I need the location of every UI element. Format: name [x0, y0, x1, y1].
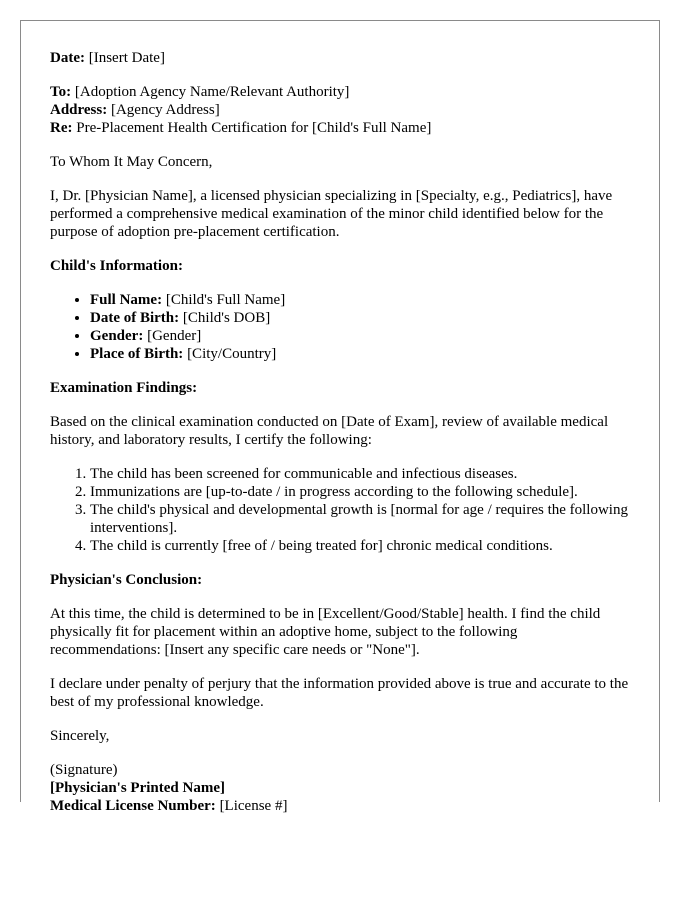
to-label: To:	[50, 84, 72, 100]
list-item: 2. Immunizations are [up-to-date / in progress according to the following schedule].	[90, 483, 630, 501]
declaration-paragraph: I declare under penalty of perjury that the information provided above is true and accurate to the best of my professional knowledge.	[50, 676, 629, 710]
list-item	[90, 291, 630, 309]
salutation: To Whom It May Concern,	[50, 154, 213, 170]
list-item: 3. The child's physical and developmental growth is [normal for age / requires the following interventions].	[90, 501, 630, 537]
address-label: Address:	[50, 102, 108, 118]
child-info-list	[50, 291, 630, 363]
license-label: Medical License Number:	[50, 798, 216, 814]
to-value: [Adoption Agency Name/Relevant Authority]	[74, 84, 350, 100]
signature-placeholder: (Signature)	[50, 762, 118, 778]
re-value: Pre-Placement Health Certification for [Child's Full Name]	[76, 120, 432, 136]
list-item: 1. The child has been screened for communicable and infectious diseases.	[90, 465, 630, 483]
letter-page	[20, 20, 660, 814]
date-value: [Insert Date]	[88, 50, 165, 66]
list-item	[90, 345, 630, 363]
license-value: [License #]	[219, 798, 288, 814]
findings-intro: Based on the clinical examination conducted on [Date of Exam], review of available medical history, and laboratory results, I certify the following:	[50, 414, 609, 448]
to-line	[50, 83, 630, 101]
closing: Sincerely,	[50, 728, 110, 744]
list-item: 4. The child is currently [free of / being treated for] chronic medical conditions.	[90, 537, 630, 555]
recipient-block	[50, 83, 630, 137]
list-item	[90, 327, 630, 345]
child-info-heading: Child's Information:	[50, 258, 183, 274]
conclusion-heading: Physician's Conclusion:	[50, 572, 203, 588]
re-line	[50, 119, 630, 137]
date-line	[50, 49, 630, 67]
child-info-label: Date of Birth:	[90, 310, 180, 326]
letter-body	[21, 21, 659, 815]
child-info-value: [City/Country]	[187, 346, 277, 362]
address-line	[50, 101, 630, 119]
intro-paragraph: I, Dr. [Physician Name], a licensed physician specializing in [Specialty, e.g., Pediatrics], have performed a comprehensive medical examination of the minor child identified below for the purpose of adoption pre-placement certification.	[50, 188, 613, 240]
list-item	[90, 309, 630, 327]
date-label: Date:	[50, 50, 85, 66]
address-value: [Agency Address]	[110, 102, 220, 118]
conclusion-paragraph: At this time, the child is determined to be in [Excellent/Good/Stable] health. I find the child physically fit for placement within an adoptive home, subject to the following recommendations: [Insert any specific care needs or "None"].	[50, 606, 601, 658]
date-block	[50, 49, 630, 67]
printed-name: [Physician's Printed Name]	[50, 780, 225, 796]
license-line	[50, 797, 630, 815]
findings-list	[50, 465, 630, 555]
child-info-label: Gender:	[90, 328, 144, 344]
findings-heading: Examination Findings:	[50, 380, 198, 396]
child-info-value: [Child's Full Name]	[165, 292, 286, 308]
child-info-label: Full Name:	[90, 292, 163, 308]
re-label: Re:	[50, 120, 73, 136]
child-info-label: Place of Birth:	[90, 346, 184, 362]
signature-block	[50, 761, 630, 815]
child-info-value: [Gender]	[147, 328, 202, 344]
child-info-value: [Child's DOB]	[182, 310, 271, 326]
